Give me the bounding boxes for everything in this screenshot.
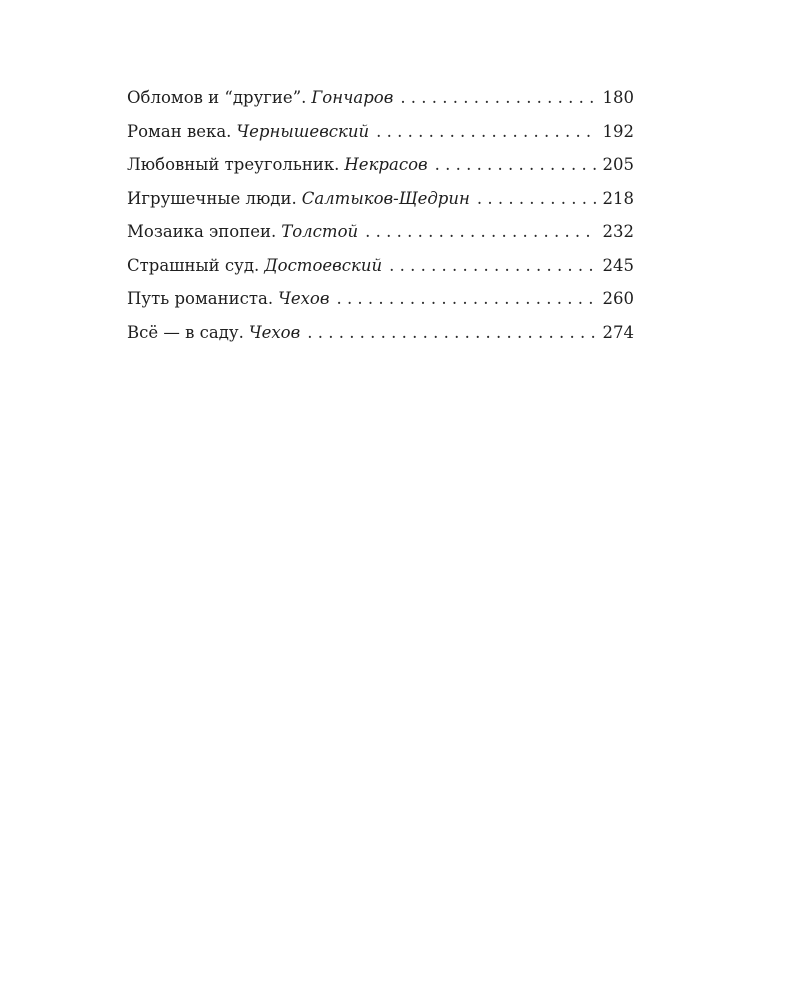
entry-page-number: 232: [602, 222, 634, 241]
entry-page-number: 180: [602, 88, 634, 107]
dot-leader: [307, 320, 596, 346]
toc-entry: [127, 152, 634, 186]
entry-title: Всё — в саду.: [127, 322, 244, 342]
toc-entry: [127, 119, 634, 153]
entry-author: Толстой: [281, 222, 359, 241]
entry-author: Чехов: [248, 322, 301, 342]
dot-leader: [400, 85, 596, 111]
entry-page-number: 218: [602, 188, 634, 208]
dot-leader: [365, 219, 596, 245]
toc-entry: [127, 186, 634, 220]
entry-title: Путь романиста.: [127, 289, 274, 308]
entry-page-number: 274: [602, 322, 634, 342]
toc-entry: [127, 85, 634, 119]
entry-title: Любовный треугольник.: [127, 155, 340, 174]
table-of-contents: [127, 85, 634, 353]
entry-author: Чехов: [278, 289, 330, 308]
dot-leader: [336, 286, 596, 312]
entry-title: Мозаика эпопеи.: [127, 222, 277, 241]
entry-title: Роман века.: [127, 121, 232, 141]
entry-page-number: 192: [602, 121, 634, 141]
dot-leader: [477, 186, 597, 212]
entry-title: Страшный суд.: [127, 255, 260, 275]
toc-entry: [127, 253, 634, 287]
toc-entry: [127, 286, 634, 320]
entry-author: Салтыков-Щедрин: [301, 188, 470, 208]
toc-entry: [127, 219, 634, 253]
dot-leader: [389, 253, 596, 279]
entry-page-number: 245: [602, 255, 634, 275]
entry-author: Гончаров: [311, 88, 394, 107]
entry-page-number: 205: [602, 155, 634, 174]
toc-entry: [127, 320, 634, 354]
entry-title: Обломов и “другие”.: [127, 88, 307, 107]
dot-leader: [435, 152, 597, 178]
dot-leader: [376, 119, 596, 145]
entry-author: Достоевский: [264, 255, 383, 275]
entry-page-number: 260: [602, 289, 634, 308]
entry-author: Некрасов: [344, 155, 428, 174]
entry-author: Чернышевский: [236, 121, 370, 141]
entry-title: Игрушечные люди.: [127, 188, 297, 208]
